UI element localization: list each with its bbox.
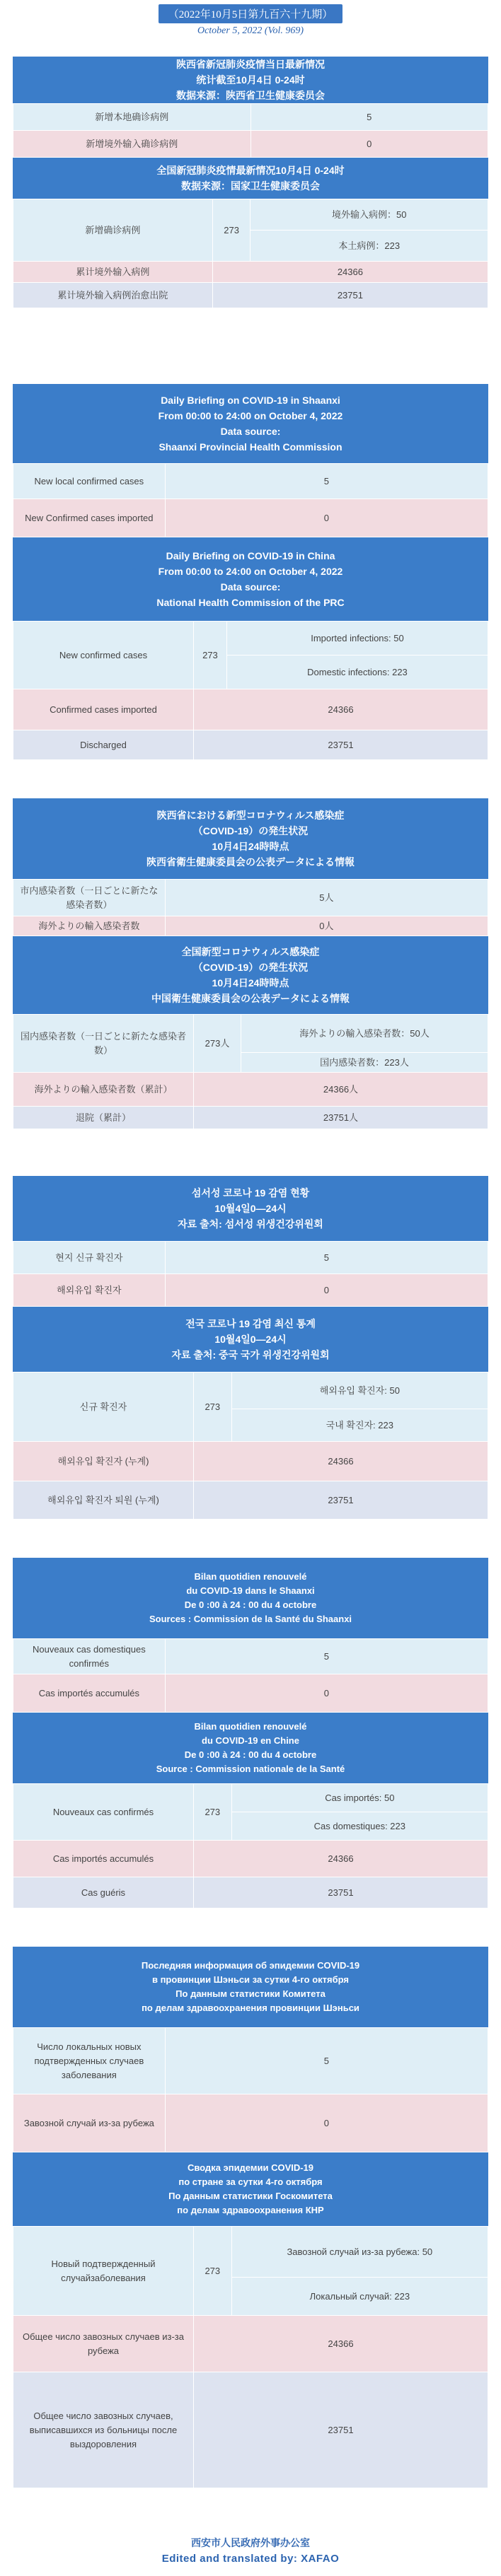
en-discharged-label: Discharged bbox=[13, 730, 194, 760]
ja-imported-value: 0人 bbox=[165, 916, 488, 936]
en-section bbox=[13, 384, 488, 760]
ru-cum-imported-value: 24366 bbox=[193, 2316, 488, 2372]
fr-imported-sub: Cas importés: 50 bbox=[231, 1784, 488, 1812]
fr-shaanxi-table bbox=[13, 1638, 488, 1713]
ko-china-table bbox=[13, 1372, 488, 1520]
zh-domestic-sub: 本土病例：223 bbox=[250, 231, 488, 262]
ja-local-label: 市内感染者数（一日ごとに新たな感染者数） bbox=[13, 880, 166, 916]
fr-china-table bbox=[13, 1783, 488, 1908]
ru-new-value: 273 bbox=[193, 2227, 231, 2316]
ja-new-label: 国内感染者数（一日ごとに新たな感染者数） bbox=[13, 1015, 194, 1073]
ru-section bbox=[13, 1947, 488, 2488]
ko-imported-value: 0 bbox=[165, 1274, 488, 1307]
ko-imported-sub: 해외유입 확진자: 50 bbox=[231, 1372, 488, 1409]
ja-cum-imported-value: 24366人 bbox=[193, 1073, 488, 1107]
ko-new-value: 273 bbox=[193, 1372, 231, 1442]
en-imported-value: 0 bbox=[165, 499, 488, 537]
fr-discharged-label: Cas guéris bbox=[13, 1877, 194, 1908]
ru-domestic-sub: Локальный случай: 223 bbox=[231, 2278, 488, 2316]
ru-china-table bbox=[13, 2226, 488, 2488]
ko-section bbox=[13, 1176, 488, 1520]
en-local-label: New local confirmed cases bbox=[13, 464, 166, 499]
ru-imported-sub: Завозной случай из-за рубежа: 50 bbox=[231, 2227, 488, 2278]
ja-china-table bbox=[13, 1014, 488, 1129]
ja-local-value: 5人 bbox=[165, 880, 488, 916]
zh-shaanxi-table bbox=[13, 103, 488, 158]
en-china-table bbox=[13, 621, 488, 760]
ru-china-title: Сводка эпидемии COVID-19 по стране за сутки 4-го октября По данным статистики Госкомитета по делам здравоохранения КНР bbox=[13, 2152, 488, 2226]
zh-imported-sub: 境外输入病例：50 bbox=[250, 199, 488, 231]
ja-section bbox=[13, 798, 488, 1129]
ja-shaanxi-table bbox=[13, 879, 488, 936]
ko-new-label: 신규 확진자 bbox=[13, 1372, 194, 1442]
ru-imported-label: Завозной случай из-за рубежа bbox=[13, 2094, 166, 2152]
ko-shaanxi-table bbox=[13, 1241, 488, 1307]
fr-imported-value: 0 bbox=[165, 1674, 488, 1713]
footer-credit: Edited and translated by: XAFAO bbox=[161, 2553, 340, 2565]
zh-cum-imported-label: 累计境外输入病例 bbox=[13, 262, 213, 283]
en-local-value: 5 bbox=[165, 464, 488, 499]
footer-org: 西安市人民政府外事办公室 bbox=[191, 2539, 310, 2549]
en-cum-imported-value: 24366 bbox=[193, 689, 488, 730]
ja-china-title: 全国新型コロナウィルス感染症 （COVID-19）の発生状況 10月4日24時時点 中国衛生健康委員会の公表データによる情報 bbox=[13, 936, 488, 1014]
issue-date-en: October 5, 2022 (Vol. 969) bbox=[197, 25, 304, 36]
fr-discharged-value: 23751 bbox=[193, 1877, 488, 1908]
zh-discharged-label: 累计境外输入病例治愈出院 bbox=[13, 283, 213, 308]
zh-cum-imported-value: 24366 bbox=[212, 262, 488, 283]
ru-discharged-value: 23751 bbox=[193, 2372, 488, 2488]
fr-imported-label: Cas importés accumulés bbox=[13, 1674, 166, 1713]
fr-section bbox=[13, 1558, 488, 1908]
ru-shaanxi-table bbox=[13, 2027, 488, 2152]
ko-shaanxi-title: 섬서성 코로나 19 감염 현황 10월4일0—24시 자료 출처: 섬서성 위생건강위원회 bbox=[13, 1176, 488, 1241]
zh-new-value: 273 bbox=[212, 199, 250, 262]
ko-china-title: 전국 코로나 19 감염 최신 통계 10월4일0—24시 자료 출처: 중국 국가 위생건강위원회 bbox=[13, 1307, 488, 1372]
ru-imported-value: 0 bbox=[165, 2094, 488, 2152]
fr-domestic-sub: Cas domestiques: 223 bbox=[231, 1812, 488, 1841]
ko-local-label: 현지 신규 확진자 bbox=[13, 1242, 166, 1274]
page-footer bbox=[0, 2536, 501, 2565]
zh-section bbox=[13, 57, 488, 308]
page-header bbox=[0, 0, 501, 37]
ru-discharged-label: Общее число завозных случаев, выписавшихся из больницы после выздоровления bbox=[13, 2372, 194, 2488]
zh-china-table bbox=[13, 199, 488, 308]
ru-cum-imported-label: Общее число завозных случаев из-за рубежа bbox=[13, 2316, 194, 2372]
issue-date-cn: （2022年10月5日第九百六十九期） bbox=[159, 4, 343, 23]
en-new-value: 273 bbox=[193, 622, 226, 689]
fr-cum-imported-value: 24366 bbox=[193, 1841, 488, 1877]
ja-cum-imported-label: 海外よりの輸入感染者数（累計） bbox=[13, 1073, 194, 1107]
fr-local-label: Nouveaux cas domestiques confirmés bbox=[13, 1639, 166, 1674]
fr-local-value: 5 bbox=[165, 1639, 488, 1674]
zh-shaanxi-title: 陕西省新冠肺炎疫情当日最新情况 统计截至10月4日 0-24时 数据来源：陕西省卫生健康委员会 bbox=[13, 57, 488, 103]
fr-cum-imported-label: Cas importés accumulés bbox=[13, 1841, 194, 1877]
ko-cum-imported-label: 해외유입 확진자 (누계) bbox=[13, 1442, 194, 1481]
en-new-label: New confirmed cases bbox=[13, 622, 194, 689]
ru-shaanxi-title: Последняя информация об эпидемии COVID-19 в провинции Шэньси за сутки 4-го октября По данным статистики Комитета по делам здравоохранения провинции Шэньси bbox=[13, 1947, 488, 2027]
en-shaanxi-table bbox=[13, 463, 488, 537]
zh-imported-value: 0 bbox=[250, 131, 488, 158]
ja-domestic-sub: 国内感染者数：223人 bbox=[241, 1053, 488, 1073]
ja-discharged-label: 退院（累計） bbox=[13, 1107, 194, 1129]
ko-cum-imported-value: 24366 bbox=[193, 1442, 488, 1481]
ko-imported-label: 해외유입 확진자 bbox=[13, 1274, 166, 1307]
ko-discharged-label: 해외유입 확진자 퇴원 (누계) bbox=[13, 1481, 194, 1520]
ja-imported-sub: 海外よりの輸入感染者数：50人 bbox=[241, 1015, 488, 1053]
ru-local-label: Число локальных новых подтвержденных случаев заболевания bbox=[13, 2028, 166, 2094]
en-shaanxi-title: Daily Briefing on COVID-19 in Shaanxi From 00:00 to 24:00 on October 4, 2022 Data source: Shaanxi Provincial Health Commission bbox=[13, 384, 488, 463]
fr-new-label: Nouveaux cas confirmés bbox=[13, 1784, 194, 1841]
ja-imported-label: 海外よりの輸入感染者数 bbox=[13, 916, 166, 936]
ko-local-value: 5 bbox=[165, 1242, 488, 1274]
en-discharged-value: 23751 bbox=[193, 730, 488, 760]
ru-local-value: 5 bbox=[165, 2028, 488, 2094]
en-cum-imported-label: Confirmed cases imported bbox=[13, 689, 194, 730]
en-domestic-sub: Domestic infections: 223 bbox=[226, 655, 488, 689]
fr-china-title: Bilan quotidien renouvelé du COVID-19 en Chine De 0 :00 à 24 : 00 du 4 octobre Source : Commission nationale de la Santé bbox=[13, 1713, 488, 1783]
en-imported-sub: Imported infections: 50 bbox=[226, 622, 488, 655]
fr-shaanxi-title: Bilan quotidien renouvelé du COVID-19 dans le Shaanxi De 0 :00 à 24 : 00 du 4 octobre Sources : Commission de la Santé du Shaanxi bbox=[13, 1558, 488, 1638]
en-china-title: Daily Briefing on COVID-19 in China From 00:00 to 24:00 on October 4, 2022 Data source: National Health Commission of the PRC bbox=[13, 537, 488, 621]
ja-new-value: 273人 bbox=[193, 1015, 241, 1073]
en-imported-label: New Confirmed cases imported bbox=[13, 499, 166, 537]
fr-new-value: 273 bbox=[193, 1784, 231, 1841]
ja-discharged-value: 23751人 bbox=[193, 1107, 488, 1129]
zh-new-label: 新增确诊病例 bbox=[13, 199, 213, 262]
ru-new-label: Новый подтвержденный случайзаболевания bbox=[13, 2227, 194, 2316]
zh-discharged-value: 23751 bbox=[212, 283, 488, 308]
ko-discharged-value: 23751 bbox=[193, 1481, 488, 1520]
ko-domestic-sub: 국내 확진자: 223 bbox=[231, 1409, 488, 1442]
ja-shaanxi-title: 陝西省における新型コロナウィルス感染症 （COVID-19）の発生状況 10月4日24時時点 陝西省衛生健康委員会の公表データによる情報 bbox=[13, 798, 488, 879]
zh-local-value: 5 bbox=[250, 104, 488, 131]
zh-imported-label: 新增境外输入确诊病例 bbox=[13, 131, 251, 158]
zh-china-title: 全国新冠肺炎疫情最新情况10月4日 0-24时 数据来源：国家卫生健康委员会 bbox=[13, 158, 488, 199]
zh-local-label: 新增本地确诊病例 bbox=[13, 104, 251, 131]
